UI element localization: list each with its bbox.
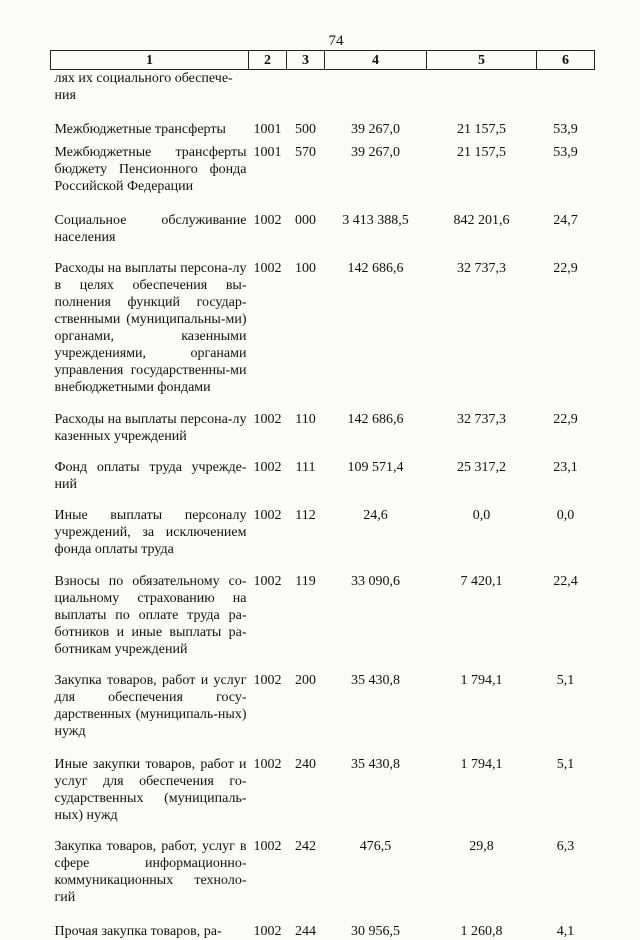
budget-table — [50, 50, 595, 940]
row-section-code: 1002 — [253, 839, 282, 854]
table-row — [51, 70, 595, 105]
row-plan-amount: 476,5 — [359, 839, 392, 854]
row-executed-amount: 29,8 — [469, 839, 494, 854]
row-executed-amount: 0,0 — [472, 508, 491, 523]
row-executed-amount: 21 157,5 — [457, 145, 506, 160]
row-percent: 24,7 — [553, 213, 578, 228]
table-row — [51, 906, 595, 940]
row-percent: 23,1 — [553, 460, 578, 475]
row-section-code: 1001 — [253, 145, 282, 160]
row-expense-type: 112 — [295, 508, 316, 523]
table-row — [51, 824, 595, 906]
row-plan-amount: 35 430,8 — [351, 673, 400, 688]
table-row — [51, 558, 595, 658]
row-expense-type: 111 — [295, 460, 316, 475]
row-plan-amount — [325, 70, 427, 105]
row-expense-type: 242 — [295, 839, 316, 854]
row-executed-amount: 25 317,2 — [457, 460, 506, 475]
col-header-6: 6 — [537, 51, 595, 70]
row-percent: 22,9 — [553, 261, 578, 276]
row-name-cell: Межбюджетные трансферты — [54, 122, 226, 137]
row-percent: 6,3 — [556, 839, 575, 854]
row-section-code: 1002 — [253, 574, 282, 589]
row-plan-amount: 33 090,6 — [351, 574, 400, 589]
col-header-2: 2 — [249, 51, 287, 70]
row-plan-amount: 142 686,6 — [347, 412, 404, 427]
row-name-cell: Иные выплаты персоналу учреждений, за исключением фонда оплаты труда — [54, 508, 247, 557]
table-header-row — [51, 51, 595, 70]
row-plan-amount: 39 267,0 — [351, 122, 400, 137]
row-executed-amount: 7 420,1 — [460, 574, 503, 589]
row-percent: 22,4 — [553, 574, 578, 589]
table-row — [51, 195, 595, 246]
row-executed-amount: 842 201,6 — [453, 213, 510, 228]
row-section-code: 1002 — [253, 412, 282, 427]
row-plan-amount: 3 413 388,5 — [342, 213, 409, 228]
row-section-code: 1002 — [253, 673, 282, 688]
row-name-cell: лях их социального обеспече- ния — [54, 71, 233, 103]
row-section-code — [249, 70, 287, 105]
row-percent: 5,1 — [556, 757, 575, 772]
col-header-3: 3 — [287, 51, 325, 70]
row-section-code: 1002 — [253, 508, 282, 523]
row-expense-type: 110 — [295, 412, 316, 427]
row-percent: 5,1 — [556, 673, 575, 688]
page-number: 74 — [328, 33, 344, 49]
row-name-cell: Социальное обслуживание населения — [54, 213, 247, 245]
row-name-cell: Прочая закупка товаров, ра- — [54, 924, 222, 939]
row-name-cell: Фонд оплаты труда учрежде-ний — [54, 460, 247, 492]
row-percent: 0,0 — [556, 508, 575, 523]
row-section-code: 1002 — [253, 213, 282, 228]
row-expense-type: 000 — [295, 213, 316, 228]
row-expense-type: 200 — [295, 673, 316, 688]
row-section-code: 1002 — [253, 261, 282, 276]
row-name-cell: Межбюджетные трансферты бюджету Пенсионного фонда Российской Федерации — [54, 145, 247, 194]
row-section-code: 1001 — [253, 122, 282, 137]
row-name-cell: Расходы на выплаты персона-лу в целях обеспечения вы-полнения функций государ-ственными (муниципальны-ми) органами, казенными учреждениями, органами управления государственны-ми внебюджетными фондами — [54, 261, 247, 395]
row-plan-amount: 39 267,0 — [351, 145, 400, 160]
table-row — [51, 740, 595, 824]
row-executed-amount: 1 794,1 — [460, 673, 503, 688]
row-plan-amount: 142 686,6 — [347, 261, 404, 276]
row-expense-type — [287, 70, 325, 105]
row-expense-type: 500 — [295, 122, 316, 137]
row-executed-amount: 32 737,3 — [457, 412, 506, 427]
row-name-cell: Закупка товаров, работ и услуг для обеспечения госу-дарственных (муниципаль-ных) нужд — [54, 673, 247, 739]
row-expense-type: 100 — [295, 261, 316, 276]
row-name-cell: Закупка товаров, работ, услуг в сфере информационно-коммуникационных техноло-гий — [54, 839, 247, 905]
row-plan-amount: 30 956,5 — [351, 924, 400, 939]
table-row — [51, 104, 595, 138]
row-plan-amount: 24,6 — [363, 508, 388, 523]
row-name-cell: Взносы по обязательному со-циальному страхованию на выплаты по оплате труда ра-ботников и иные выплаты ра-ботникам учреждений — [54, 574, 247, 657]
col-header-4: 4 — [325, 51, 427, 70]
row-executed-amount: 32 737,3 — [457, 261, 506, 276]
row-percent: 4,1 — [556, 924, 575, 939]
row-expense-type: 240 — [295, 757, 316, 772]
row-executed-amount: 1 260,8 — [460, 924, 503, 939]
row-plan-amount: 109 571,4 — [347, 460, 404, 475]
table-row — [51, 138, 595, 195]
col-header-1: 1 — [51, 51, 249, 70]
row-name-cell: Иные закупки товаров, работ и услуг для обеспечения го-сударственных (муниципаль-ных) нужд — [54, 757, 247, 823]
table-row — [51, 658, 595, 740]
row-percent — [537, 70, 595, 105]
row-percent: 22,9 — [553, 412, 578, 427]
col-header-5: 5 — [427, 51, 537, 70]
row-executed-amount: 21 157,5 — [457, 122, 506, 137]
row-section-code: 1002 — [253, 460, 282, 475]
table-row — [51, 396, 595, 445]
row-percent: 53,9 — [553, 122, 578, 137]
row-section-code: 1002 — [253, 924, 282, 939]
row-plan-amount: 35 430,8 — [351, 757, 400, 772]
table-row — [51, 445, 595, 493]
row-executed-amount: 1 794,1 — [460, 757, 503, 772]
row-percent: 53,9 — [553, 145, 578, 160]
row-expense-type: 570 — [295, 145, 316, 160]
row-executed-amount — [427, 70, 537, 105]
row-expense-type: 244 — [295, 924, 316, 939]
row-expense-type: 119 — [295, 574, 316, 589]
row-name-cell: Расходы на выплаты персона-лу казенных учреждений — [54, 412, 247, 444]
table-row — [51, 246, 595, 396]
table-row — [51, 493, 595, 558]
row-section-code: 1002 — [253, 757, 282, 772]
